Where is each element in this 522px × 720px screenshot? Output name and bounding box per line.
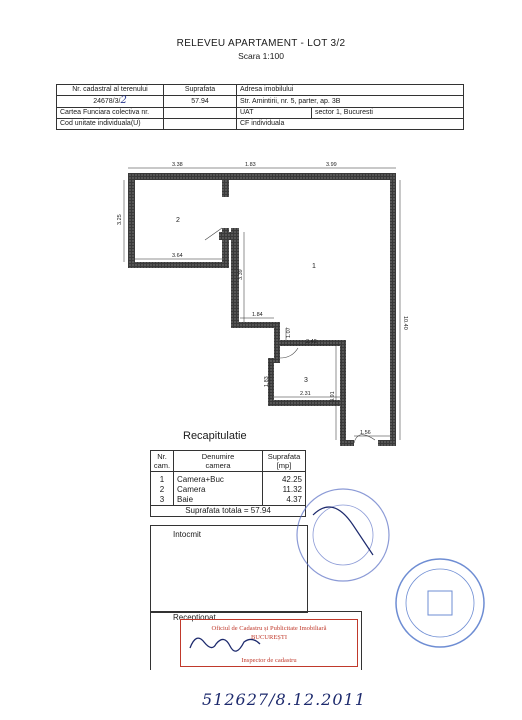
document-title: RELEVEU APARTAMENT - LOT 3/2	[176, 38, 346, 49]
cf-value: CF individuala	[237, 119, 464, 130]
engineer-certificate-stamp	[293, 485, 393, 585]
cadastre-office-stamp: Oficiul de Cadastru și Publicitate Imobiliară BUCUREȘTI Inspector de cadastru	[180, 619, 358, 667]
header-cadastral: Nr. cadastral al terenului	[57, 85, 164, 96]
uat-value: sector 1, Bucuresti	[312, 108, 464, 119]
recap-title: Recapitulatie	[183, 430, 247, 442]
dim-room2-width: 3.64	[172, 253, 183, 259]
round-seal	[392, 555, 488, 651]
room-label-1: 1	[312, 263, 316, 270]
recap-header-suprafata: Suprafata [mp]	[263, 451, 306, 472]
header-adresa: Adresa imobilului	[237, 85, 464, 96]
label-uat: UAT	[237, 108, 312, 119]
table-row: 2 Camera 11.32	[151, 485, 306, 495]
receptionat-box: Receptionat	[150, 611, 362, 670]
adresa-value: Str. Amintirii, nr. 5, parter, ap. 3B	[237, 96, 464, 108]
dim-bath-top: 2.42	[306, 339, 317, 345]
walls	[128, 173, 396, 446]
table-row: 3 Baie 4.37	[151, 495, 306, 506]
dimension-labels	[117, 162, 408, 436]
suprafata-value: 57.94	[164, 96, 237, 108]
dim-right-height: 10.40	[402, 316, 408, 330]
dim-step-width: 1.84	[252, 312, 263, 318]
document-scale: Scara 1:100	[238, 51, 284, 61]
dim-top-mid: 1.83	[245, 162, 256, 168]
label-cod-unitate: Cod unitate individuala(U)	[57, 119, 164, 130]
dim-bottom: 1.56	[360, 430, 371, 436]
registration-number: 512627/8.12.2011	[202, 690, 366, 709]
dim-corridor-height: 3.39	[238, 269, 244, 280]
dim-bath-height: 1.83	[264, 376, 270, 387]
label-carte-funciara: Cartea Funciara colectiva nr.	[57, 108, 164, 119]
dim-left-height: 3.25	[117, 214, 123, 225]
recap-header-nr: Nr. cam.	[151, 451, 174, 472]
dim-step-height: 1.07	[286, 327, 292, 338]
dim-top-right: 3.99	[326, 162, 337, 168]
recap-total-row: Suprafata totala = 57.94	[151, 506, 306, 517]
room-label-2: 2	[176, 217, 180, 224]
header-suprafata: Suprafata	[164, 85, 237, 96]
cadastral-number: 24678/3/2	[57, 96, 164, 108]
handwritten-lot-digit: 2	[120, 95, 127, 106]
inspector-signature	[186, 628, 266, 658]
table-row: 1 Camera+Buc 42.25	[151, 472, 306, 486]
recap-header-denumire: Denumire camera	[174, 451, 263, 472]
intocmit-box: Intocmit	[150, 525, 308, 613]
room-label-3: 3	[304, 377, 308, 384]
dim-bath-width: 2.31	[300, 391, 311, 397]
dimension-lines	[124, 168, 400, 440]
recap-table	[150, 450, 306, 517]
dim-bath-right: 3.91	[330, 391, 336, 402]
dim-top-left: 3.38	[172, 162, 183, 168]
